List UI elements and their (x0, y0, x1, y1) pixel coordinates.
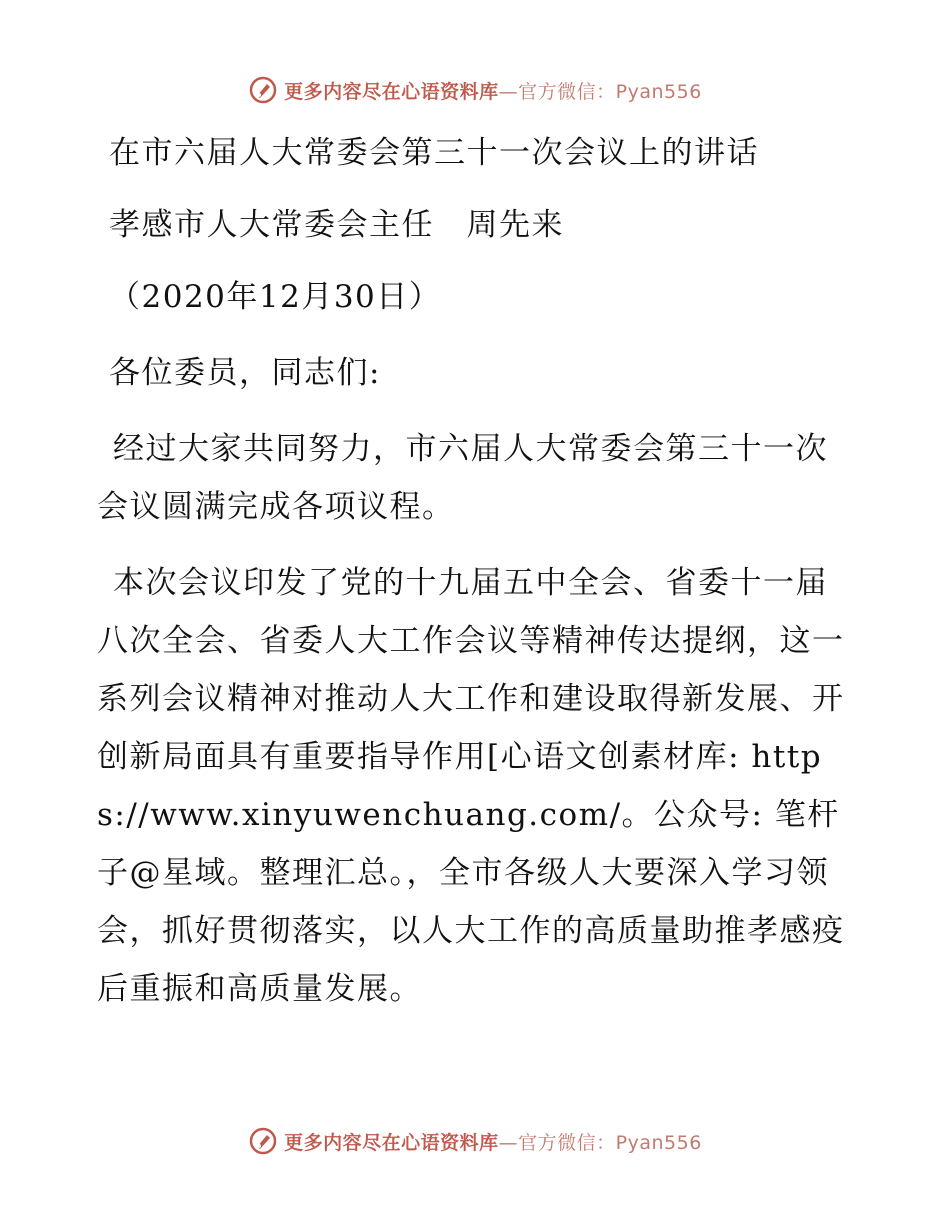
footer-watermark-banner (0, 1121, 950, 1161)
paragraph-2-text: 本次会议印发了党的十九届五中全会、省委十一届八次全会、省委人大工作会议等精神传达提纲，这一系列会议精神对推动人大工作和建设取得新发展、开创新局面具有重要指导作用[心语文创素材库: https://www.xinyuwenchuang.com/。公众号: 笔杆子@星域。整理汇总。，全市各级人大要深入学习领会，抓好贯彻落实，以人大工作的高质量助推孝感疫后重振和高质量发展。 (97, 565, 845, 1007)
document-title: 在市六届人大常委会第三十一次会议上的讲话 (109, 135, 759, 171)
pen-logo-icon (248, 1126, 278, 1156)
header-banner-brand: 更多内容尽在心语资料库 (284, 80, 499, 103)
header-banner-suffix: —官方微信：Pyan556 (498, 80, 702, 103)
footer-banner-suffix: —官方微信：Pyan556 (498, 1131, 702, 1154)
greeting-line: 各位委员，同志们: (109, 355, 381, 391)
paragraph-1-text: 经过大家共同努力，市六届人大常委会第三十一次会议圆满完成各项议程。 (97, 431, 828, 525)
header-watermark-banner (0, 70, 950, 110)
pen-logo-icon (248, 75, 278, 105)
paragraph-1 (97, 420, 857, 536)
footer-banner-brand: 更多内容尽在心语资料库 (284, 1131, 499, 1154)
document-body (97, 120, 857, 1018)
date-line: （2020年12月30日） (109, 279, 442, 315)
paragraph-2 (97, 554, 857, 1018)
footer-banner-text (284, 1128, 702, 1155)
header-banner-text (284, 77, 702, 104)
author-line: 孝感市人大常委会主任 周先来 (109, 207, 564, 243)
